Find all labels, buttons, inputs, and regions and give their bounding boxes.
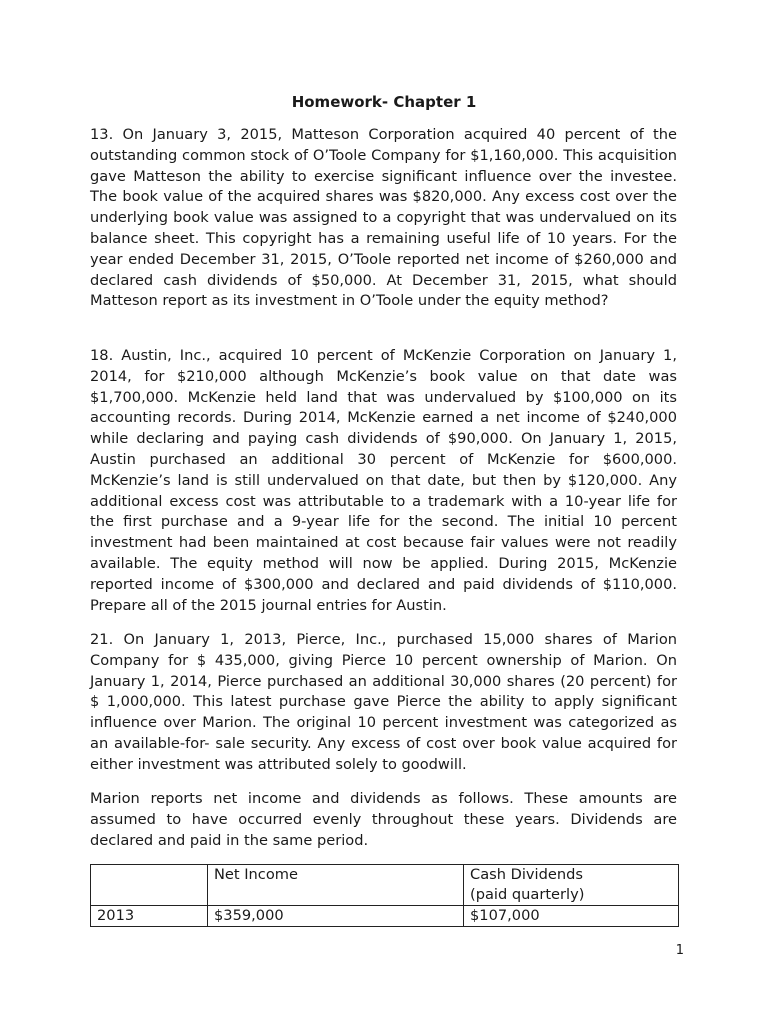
problem-13: 13. On January 3, 2015, Matteson Corporation acquired 40 percent of the outstanding common stock of O’Toole Company for $1,160,000. This acquisition gave Matteson the ability to exercise significant influence over the investee. The book value of the acquired shares was $820,000. Any excess cost over the underlying book value was assigned to a copyright that was undervalued on its balance sheet. This copyright has a remaining useful life of 10 years. For the year ended December 31, 2015, O’Toole reported net income of $260,000 and declared cash dividends of $50,000. At December 31, 2015, what should Matteson report as its investment in O’Toole under the equity method? <box>90 126 677 310</box>
income-dividends-table <box>90 864 679 927</box>
header-cash-dividends: Cash Dividends <box>470 866 583 883</box>
header-paid-quarterly: (paid quarterly) <box>470 886 585 903</box>
table-cell-year: 2013 <box>91 906 208 927</box>
page-number: 1 <box>675 943 684 958</box>
table-cell-net-income: $359,000 <box>208 906 464 927</box>
table-header-cell: Net Income <box>208 865 464 906</box>
table-header-cell <box>464 865 679 906</box>
problem-21: 21. On January 1, 2013, Pierce, Inc., purchased 15,000 shares of Marion Company for $ 435,000, giving Pierce 10 percent ownership of Marion. On January 1, 2014, Pierce purchased an additional 30,000 shares (20 percent) for $ 1,000,000. This latest purchase gave Pierce the ability to apply significant influence over Marion. The original 10 percent investment was categorized as an available-for- sale security. Any excess of cost over book value acquired for either investment was attributed solely to goodwill. <box>90 631 677 773</box>
table-header-row <box>91 865 679 906</box>
table-cell-dividends: $107,000 <box>464 906 679 927</box>
problem-18: 18. Austin, Inc., acquired 10 percent of McKenzie Corporation on January 1, 2014, for $210,000 although McKenzie’s book value on that date was $1,700,000. McKenzie held land that was undervalued by $100,000 on its accounting records. During 2014, McKenzie earned a net income of $240,000 while declaring and paying cash dividends of $90,000. On January 1, 2015, Austin purchased an additional 30 percent of McKenzie for $600,000. McKenzie’s land is still undervalued on that date, but then by $120,000. Any additional excess cost was attributable to a trademark with a 10-year life for the first purchase and a 9-year life for the second. The initial 10 percent investment had been maintained at cost because fair values were not readily available. The equity method will now be applied. During 2015, McKenzie reported income of $300,000 and declared and paid dividends of $110,000. Prepare all of the 2015 journal entries for Austin. <box>90 347 677 614</box>
page-title: Homework- Chapter 1 <box>291 93 477 111</box>
marion-paragraph: Marion reports net income and dividends as follows. These amounts are assumed to have occurred evenly throughout these years. Dividends are declared and paid in the same period. <box>90 790 677 849</box>
table-header-cell <box>91 865 208 906</box>
table-row <box>91 906 679 927</box>
